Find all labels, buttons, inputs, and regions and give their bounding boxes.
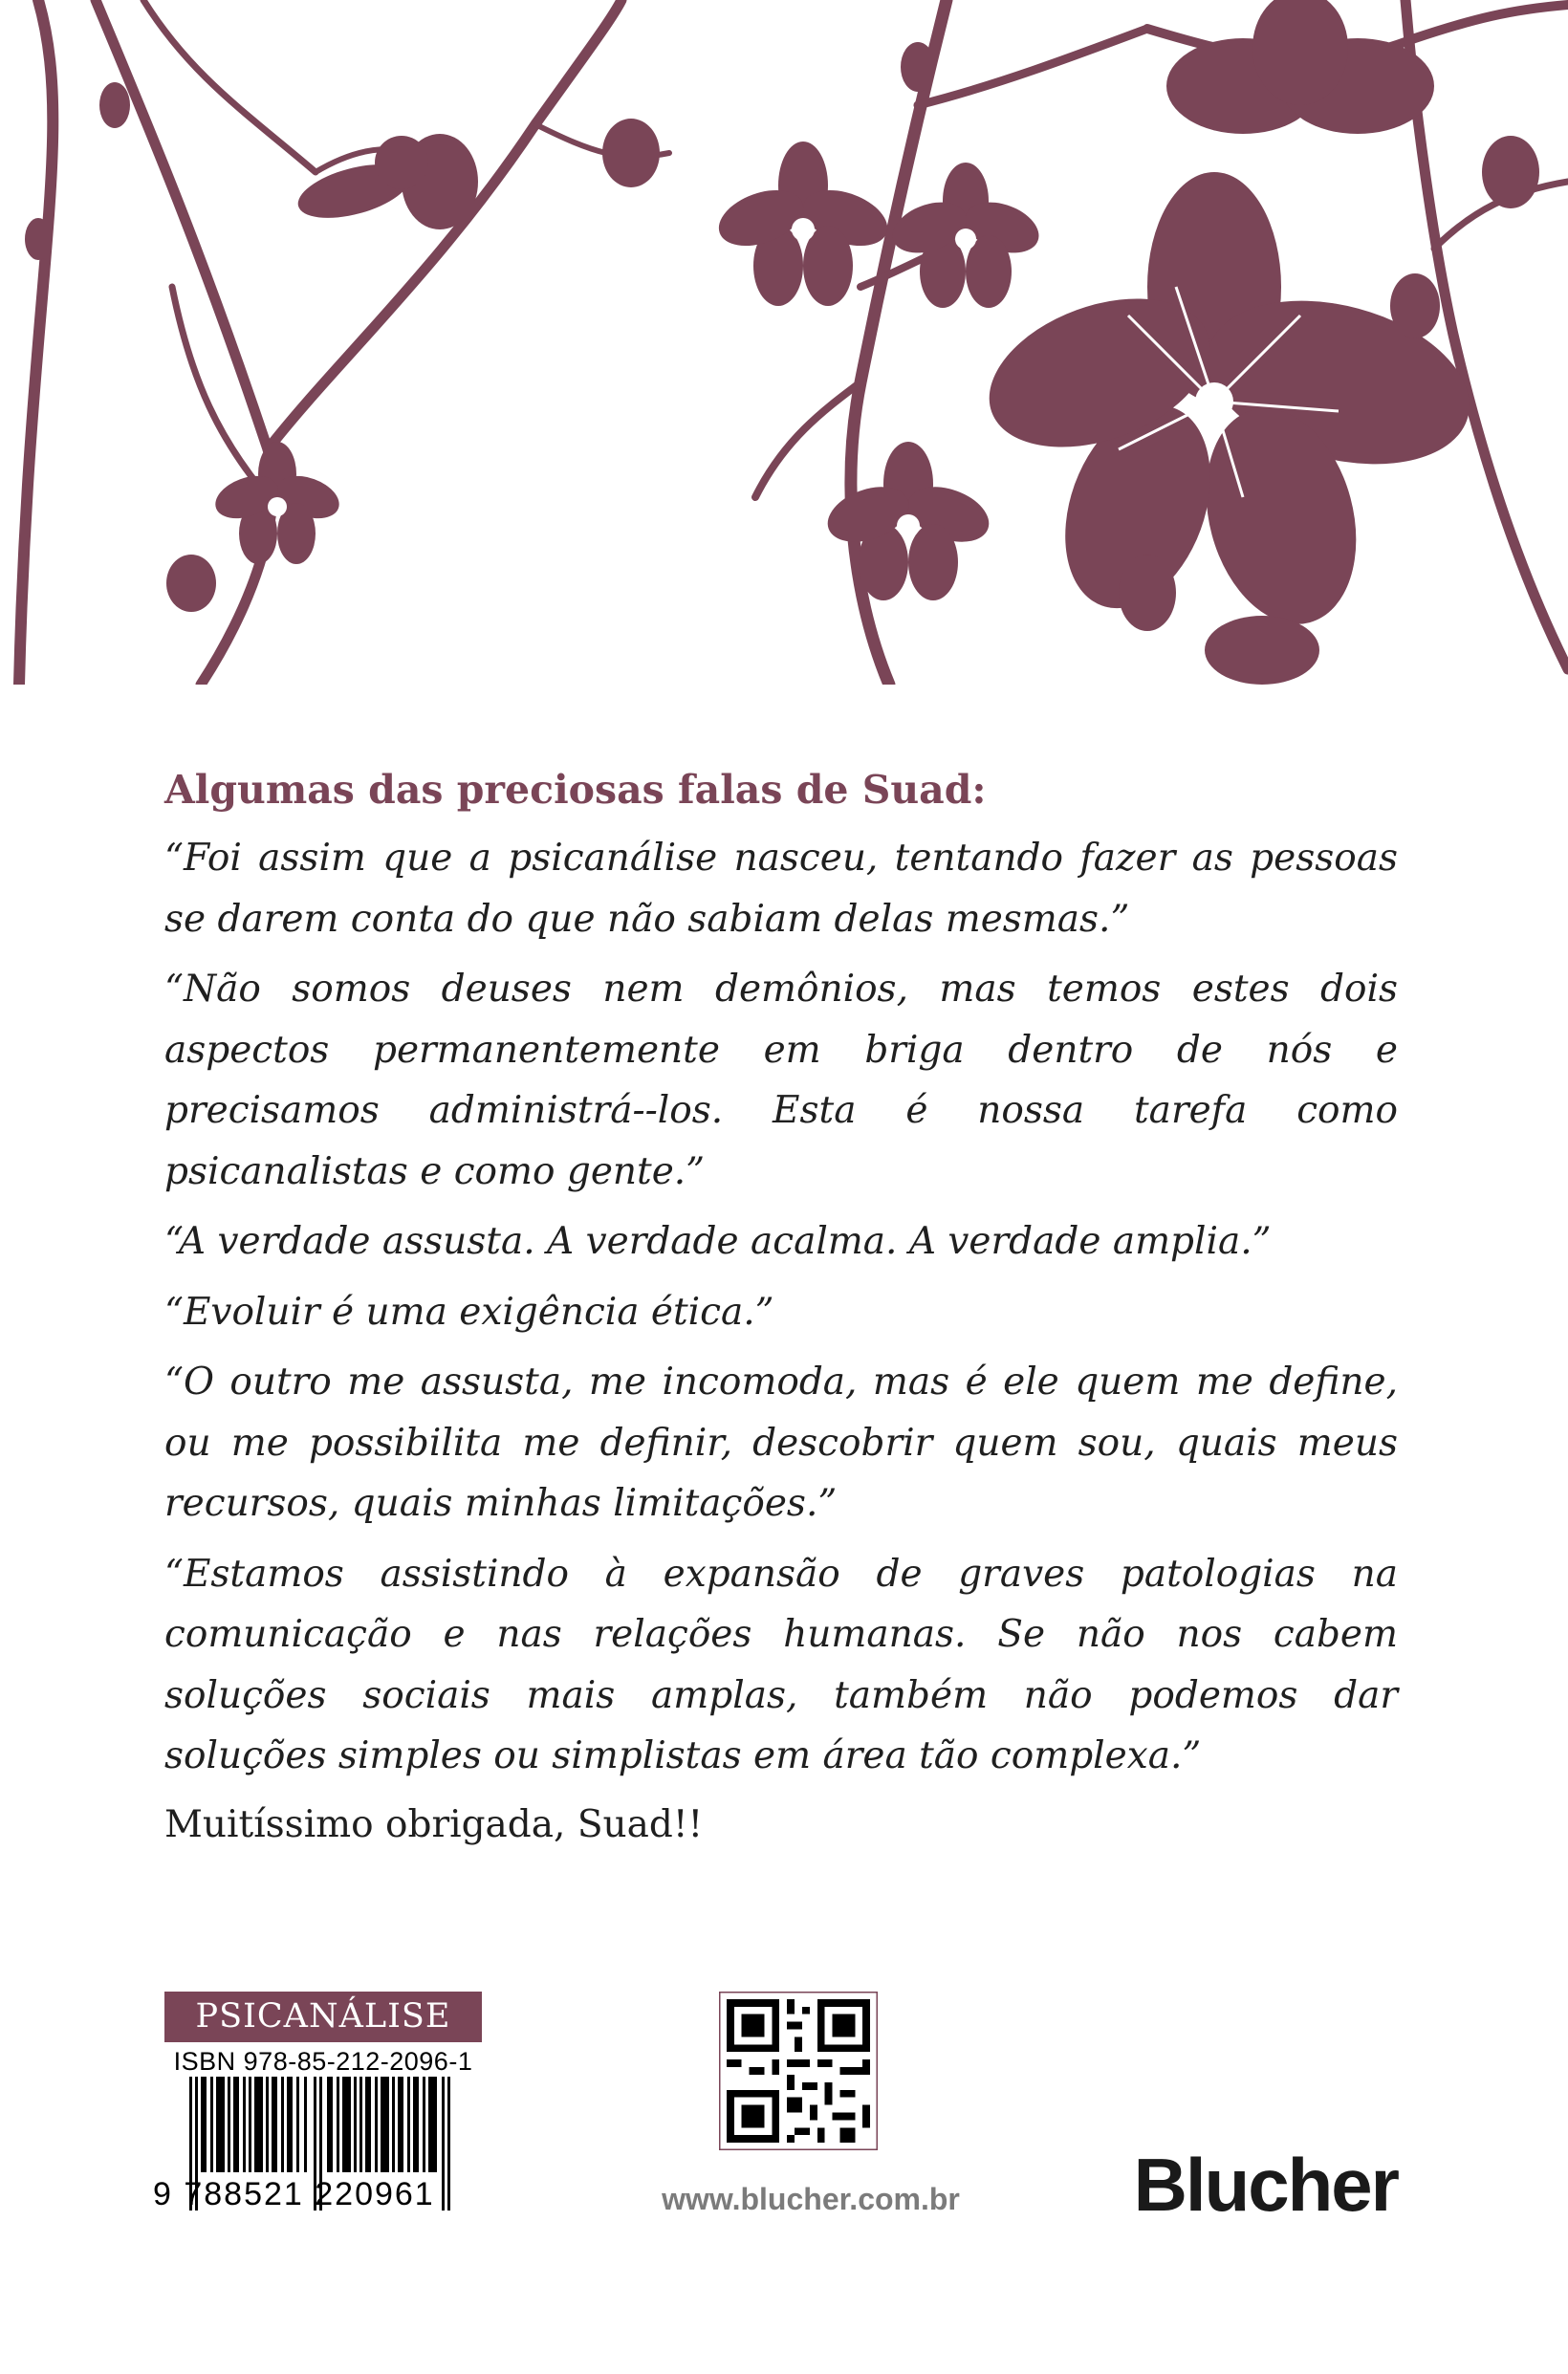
quote: “Estamos assistindo à expansão de graves patologias na comunicação e nas relações humanas. Se não nos cabem soluções sociais mais amplas, também não podemos dar soluções simples ou simplistas em área tão complexa.” [164, 1552, 1398, 1777]
quote: “A verdade assusta. A verdade acalma. A verdade amplia.” [164, 1220, 1272, 1263]
category-label: PSICANÁLISE [164, 1992, 482, 2042]
isbn-text: ISBN 978-85-212-2096-1 [173, 2047, 473, 2076]
publisher-logo: Blucher [1133, 2143, 1398, 2227]
cherry-blossom-illustration [0, 0, 1568, 685]
closing-thanks: Muitíssimo obrigada, Suad!! [164, 1802, 704, 1846]
quote: “Não somos deuses nem demônios, mas temos estes dois aspectos permanentemente em briga dentro de nós e precisamos administrá--los. Esta é nossa tarefa como psicanalistas e como gente.” [164, 968, 1398, 1193]
quote: “Evoluir é uma exigência ética.” [164, 1290, 774, 1334]
website-link[interactable]: www.blucher.com.br [662, 2182, 960, 2216]
qr-code [719, 1992, 878, 2150]
quote: “O outro me assusta, me incomoda, mas é ele quem me define, ou me possibilita me definir, descobrir quem sou, quais meus recursos, quais minhas limitações.” [164, 1361, 1398, 1525]
barcode-number: 9 788521 220961 [153, 2176, 435, 2212]
intro-heading: Algumas das preciosas falas de Suad: [164, 767, 987, 813]
quote: “Foi assim que a psicanálise nasceu, tentando fazer as pessoas se darem conta do que não sabiam delas mesmas.” [164, 837, 1398, 941]
back-cover-text [164, 761, 1398, 1854]
